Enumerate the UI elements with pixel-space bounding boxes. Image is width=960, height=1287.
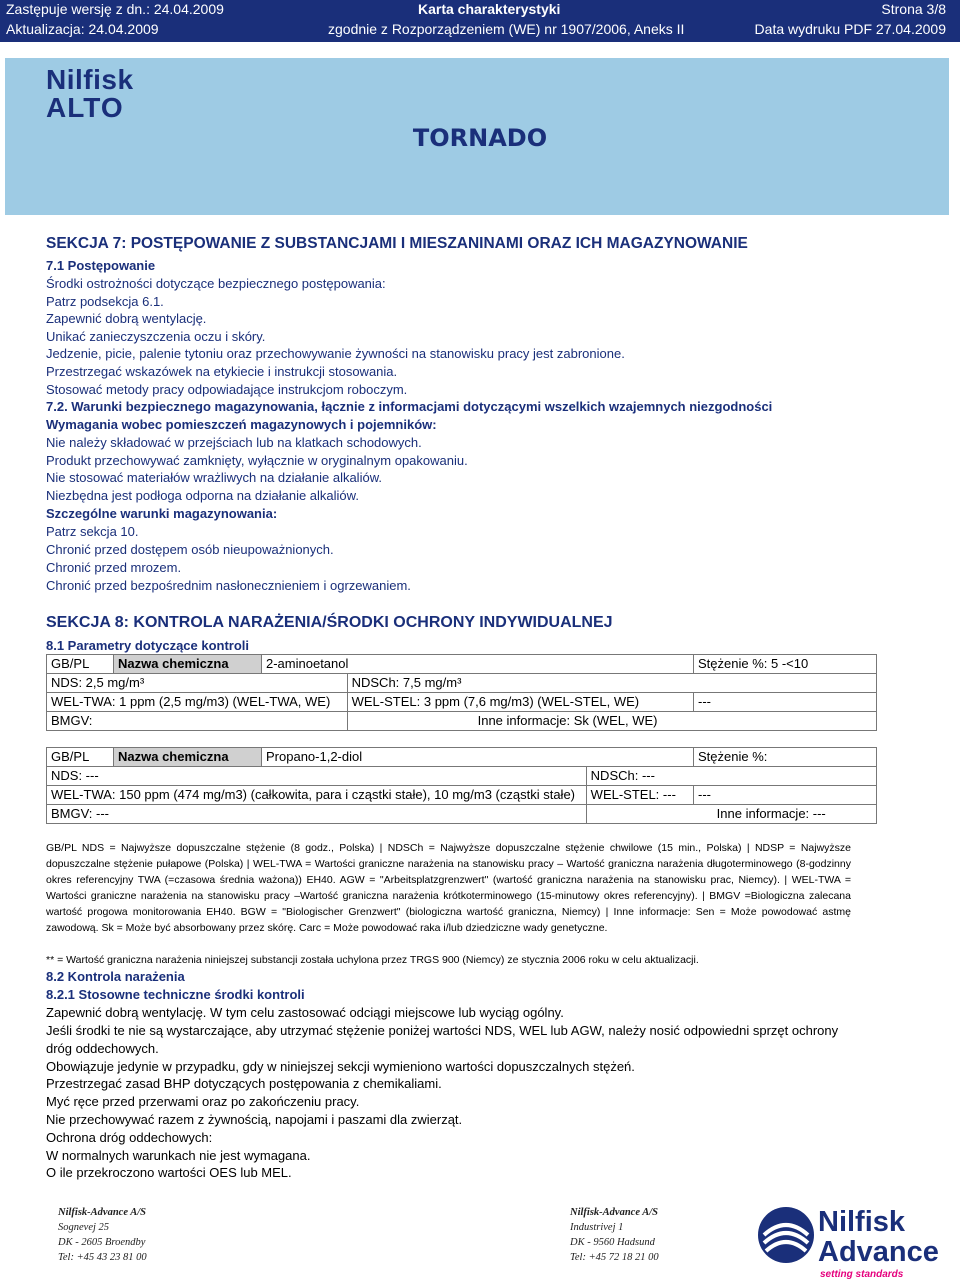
section72-subheading2: Szczególne warunki magazynowania: bbox=[46, 506, 278, 521]
section71-heading: 7.1 Postępowanie bbox=[46, 258, 156, 273]
chemical-name-label: Nazwa chemiczna bbox=[114, 748, 262, 767]
footer-city: DK - 2605 Broendby bbox=[58, 1237, 146, 1248]
print-date: Data wydruku PDF 27.04.2009 bbox=[754, 21, 946, 37]
regulation-note: zgodnie z Rozporządzeniem (WE) nr 1907/2006, Aneks II bbox=[328, 21, 685, 37]
text-line: Przestrzegać zasad BHP dotyczących postępowania z chemikaliami. bbox=[46, 1076, 442, 1091]
chemical-name: Propano-1,2-diol bbox=[262, 748, 694, 767]
text-line: Obowiązuje jedynie w przypadku, gdy w niniejszej sekcji wymieniono wartości dopuszczalnych stężeń. bbox=[46, 1059, 635, 1074]
document-title: Karta charakterystyki bbox=[418, 1, 561, 17]
other-info-cell: Inne informacje: Sk (WEL, WE) bbox=[347, 712, 876, 731]
wel-stel-cell: WEL-STEL: --- bbox=[586, 786, 693, 805]
bmgv-cell: BMGV: --- bbox=[47, 805, 587, 824]
ndsch-cell: NDSCh: 7,5 mg/m³ bbox=[347, 674, 876, 693]
footer-phone: Tel: +45 43 23 81 00 bbox=[58, 1252, 147, 1263]
footer-street: Sognevej 25 bbox=[58, 1222, 110, 1233]
text-line: Ochrona dróg oddechowych: bbox=[46, 1130, 213, 1145]
text-line: Niezbędna jest podłoga odporna na działanie alkaliów. bbox=[46, 488, 359, 503]
text-line: Chronić przed dostępem osób nieupoważnionych. bbox=[46, 542, 334, 557]
other-info-cell: Inne informacje: --- bbox=[586, 805, 876, 824]
text-line: Produkt przechowywać zamknięty, wyłącznie w oryginalnym opakowaniu. bbox=[46, 453, 468, 468]
page-number: Strona 3/8 bbox=[881, 1, 946, 17]
chemical-name-label: Nazwa chemiczna bbox=[114, 655, 262, 674]
text-line: O ile przekroczono wartości OES lub MEL. bbox=[46, 1165, 292, 1180]
wel-twa-cell: WEL-TWA: 1 ppm (2,5 mg/m3) (WEL-TWA, WE) bbox=[47, 693, 348, 712]
country-cell: GB/PL bbox=[47, 655, 114, 674]
brand-name-1: Nilfisk bbox=[818, 1206, 906, 1238]
nds-cell: NDS: --- bbox=[47, 767, 587, 786]
ndsch-cell: NDSCh: --- bbox=[586, 767, 876, 786]
section72-heading: 7.2. Warunki bezpiecznego magazynowania, łącznie z informacjami dotyczącymi wszelkich wzajemnych niezgodności bbox=[46, 399, 773, 414]
section72-subheading: Wymagania wobec pomieszczeń magazynowych i pojemników: bbox=[46, 417, 437, 432]
document-header bbox=[0, 0, 960, 42]
concentration-cell: Stężenie %: bbox=[694, 748, 877, 767]
country-cell: GB/PL bbox=[47, 748, 114, 767]
text-line: dróg oddechowych. bbox=[46, 1041, 159, 1056]
chemical-name: 2-aminoetanol bbox=[262, 655, 694, 674]
nilfisk-advance-logo bbox=[756, 1205, 939, 1283]
nds-cell: NDS: 2,5 mg/m³ bbox=[47, 674, 348, 693]
section82-heading: 8.2 Kontrola narażenia bbox=[46, 969, 185, 984]
update-date: Aktualizacja: 24.04.2009 bbox=[6, 21, 159, 37]
replaces-version: Zastępuje wersję z dn.: 24.04.2009 bbox=[6, 1, 224, 17]
footer-company: Nilfisk-Advance A/S bbox=[58, 1207, 146, 1218]
section821-heading: 8.2.1 Stosowne techniczne środki kontroli bbox=[46, 987, 305, 1002]
brand-name-2: Advance bbox=[818, 1236, 939, 1268]
extra-cell: --- bbox=[694, 786, 877, 805]
section71-subheading: Środki ostrożności dotyczące bezpiecznego postępowania: bbox=[46, 276, 386, 291]
exposure-limits-table-2 bbox=[46, 747, 877, 824]
footer-phone: Tel: +45 72 18 21 00 bbox=[570, 1252, 659, 1263]
brand-logo-line2: ALTO bbox=[46, 92, 124, 123]
section7-title: SEKCJA 7: POSTĘPOWANIE Z SUBSTANCJAMI I MIESZANINAMI ORAZ ICH MAGAZYNOWANIE bbox=[46, 235, 748, 252]
text-line: Nie przechowywać razem z żywnością, napojami i paszami dla zwierząt. bbox=[46, 1112, 463, 1127]
concentration-cell: Stężenie %: 5 -<10 bbox=[694, 655, 877, 674]
text-line: Nie należy składować w przejściach lub na klatkach schodowych. bbox=[46, 435, 422, 450]
text-line: W normalnych warunkach nie jest wymagana. bbox=[46, 1148, 311, 1163]
text-line: Jedzenie, picie, palenie tytoniu oraz przechowywanie żywności na stanowisku pracy jest zabronione. bbox=[46, 346, 625, 361]
brand-logo-line1: Nilfisk bbox=[46, 64, 134, 95]
exposure-limits-table-1 bbox=[46, 654, 877, 731]
bmgv-cell: BMGV: bbox=[47, 712, 348, 731]
legend-note: ** = Wartość graniczna narażenia niniejszej substancji została uchylona przez TRGS 900 (Niemcy) ze stycznia 2006 roku w celu aktualizacji. bbox=[46, 954, 699, 966]
globe-icon bbox=[756, 1205, 816, 1265]
wel-stel-cell: WEL-STEL: 3 ppm (7,6 mg/m3) (WEL-STEL, WE) bbox=[347, 693, 693, 712]
section8-title: SEKCJA 8: KONTROLA NARAŻENIA/ŚRODKI OCHRONY INDYWIDUALNEJ bbox=[46, 614, 613, 631]
text-line: Chronić przed bezpośrednim nasłonecznieniem i ogrzewaniem. bbox=[46, 578, 411, 593]
text-line: Stosować metody pracy odpowiadające instrukcjom roboczym. bbox=[46, 382, 408, 397]
text-line: Jeśli środki te nie są wystarczające, aby utrzymać stężenie poniżej wartości NDS, WEL lub AGW, należy nosić odpowiedni sprzęt ochrony bbox=[46, 1023, 839, 1038]
legend-text: GB/PL NDS = Najwyższe dopuszczalne stężenie (8 godz., Polska) | NDSCh = Najwyższe dopuszczalne stężenie chwilowe (15 min., Polska) | NDSP = Najwyższe dopuszczalne stężenie pułapowe (Polska) | WEL-TWA = Wartości graniczne narażenia na stanowisku pracy – Wartość graniczna narażenia długoterminowego (8-godzinny okres referencyjny TWA (=czasowa średnia ważona)) EH40. AGW = "Arbeitsplatzgrenzwert" (wartość graniczna narażenia na stanowisku prac, Niemcy). | WEL-TWA = Wartości graniczne narażenia na stanowisku pracy –Wartość graniczna narażenia krótkoterminowego (15-minutowy okres referencyjny). | BMGV =Biologiczna zalecana wartość progowa monitorowania EH40. BGW = "Biologischer Grenzwert" (biologiczna wartość graniczna, Niemcy) | Inne informacje: Sen = Może powodować astmę zawodową. Sk = Może być absorbowany przez skórę. Carc = Może powodować raka i/lub dziedziczne wady genetyczne. bbox=[46, 842, 851, 934]
footer-company: Nilfisk-Advance A/S bbox=[570, 1207, 658, 1218]
footer-city: DK - 9560 Hadsund bbox=[570, 1237, 655, 1248]
footer-address-1 bbox=[58, 1205, 147, 1265]
section81-heading: 8.1 Parametry dotyczące kontroli bbox=[46, 638, 250, 653]
product-name: TORNADO bbox=[412, 124, 548, 152]
text-line: Patrz podsekcja 6.1. bbox=[46, 294, 164, 309]
brand-tagline: setting standards bbox=[820, 1269, 904, 1280]
text-line: Chronić przed mrozem. bbox=[46, 560, 182, 575]
footer-address-2 bbox=[570, 1205, 659, 1265]
extra-cell: --- bbox=[694, 693, 877, 712]
text-line: Patrz sekcja 10. bbox=[46, 524, 139, 539]
text-line: Nie stosować materiałów wrażliwych na działanie alkaliów. bbox=[46, 470, 382, 485]
text-line: Myć ręce przed przerwami oraz po zakończeniu pracy. bbox=[46, 1094, 360, 1109]
text-line: Zapewnić dobrą wentylację. bbox=[46, 311, 207, 326]
text-line: Przestrzegać wskazówek na etykiecie i instrukcji stosowania. bbox=[46, 364, 398, 379]
text-line: Unikać zanieczyszczenia oczu i skóry. bbox=[46, 329, 266, 344]
text-line: Zapewnić dobrą wentylację. W tym celu zastosować odciągi miejscowe lub wyciąg ogólny. bbox=[46, 1005, 564, 1020]
wel-twa-cell: WEL-TWA: 150 ppm (474 mg/m3) (całkowita, para i cząstki stałe), 10 mg/m3 (cząstki stałe) bbox=[47, 786, 587, 805]
footer-street: Industrivej 1 bbox=[570, 1222, 624, 1233]
